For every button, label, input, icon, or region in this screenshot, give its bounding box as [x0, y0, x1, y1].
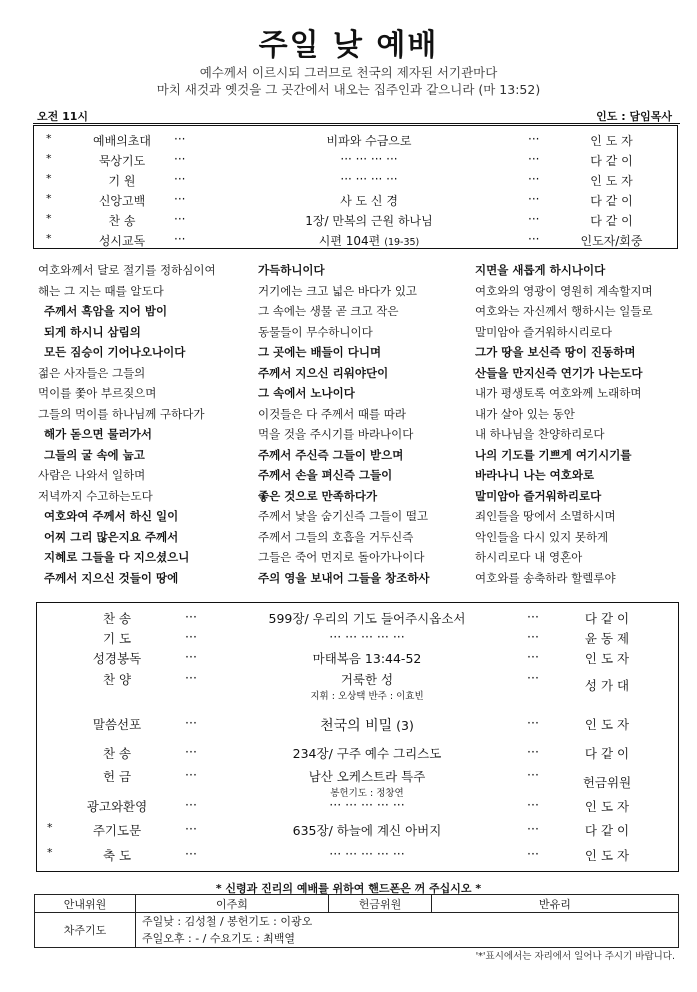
leader-dots: ···: [528, 232, 540, 246]
reading-line: 내가 살아 있는 동안: [475, 406, 575, 421]
item-text: 비파와 수금으로: [326, 134, 412, 148]
leader-dots: ···: [174, 212, 186, 226]
leader-dots: ···: [527, 649, 539, 664]
item-content: [207, 821, 527, 839]
next-week-prayer-label: 차주기도: [35, 913, 136, 948]
standing-mark: *: [46, 192, 52, 205]
item-name: 찬 송: [108, 214, 136, 228]
item-text: ··· ··· ··· ··· ···: [329, 846, 405, 861]
reading-line: 이것들은 다 주께서 때를 따라: [258, 406, 406, 421]
item-leader: 성 가 대: [584, 678, 630, 693]
item-name: 성경봉독: [92, 651, 142, 666]
item-leader: 인 도 자: [590, 134, 633, 148]
item-leader: 인 도 자: [584, 717, 630, 732]
staff-table: [34, 894, 679, 948]
reading-line: 지면을 새롭게 하시나이다: [475, 263, 606, 277]
leader-dots: ···: [527, 846, 539, 861]
item-text: 635장/ 하늘에 계신 아버지: [292, 823, 442, 838]
leader-dots: ···: [528, 132, 540, 146]
reading-line: 모든 짐승이 기어나오나이다: [44, 345, 186, 359]
footer-note: '*'표시에서는 자리에서 일어나 주시기 바랍니다.: [475, 951, 675, 962]
item-text-main: 천국의 비밀: [320, 718, 393, 734]
reading-line: 말미암아 즐거워하시리로다: [475, 324, 612, 339]
order-of-worship-part1: [33, 125, 678, 249]
responsive-reading: [0, 262, 697, 592]
reading-line: 하시리로다 내 영혼아: [475, 550, 583, 564]
item-text: ··· ··· ··· ···: [340, 152, 398, 166]
item-content: [184, 212, 554, 229]
item-text: ··· ··· ··· ··· ···: [329, 797, 405, 812]
reading-line: 지혜로 그들을 다 지으셨으니: [44, 550, 190, 564]
item-content: [184, 172, 554, 186]
reading-line: 사람은 나와서 일하며: [38, 468, 146, 482]
item-leader: 인 도 자: [584, 848, 630, 863]
item-text-suffix: (3): [396, 718, 414, 733]
item-leader: 인 도 자: [584, 651, 630, 666]
item-name: 광고와환영: [86, 799, 148, 814]
item-name: 찬 송: [102, 611, 132, 626]
reading-line: 주의 영을 보내어 그들을 창조하사: [258, 570, 430, 585]
item-leader: 다 같 이: [590, 194, 633, 208]
verse-line-1: 예수께서 이르시되 그러므로 천국의 제자된 서기관마다: [199, 65, 498, 80]
service-leader: 인도 : 담임목사: [596, 110, 672, 123]
reading-line: 되게 하시니 삼림의: [44, 324, 141, 339]
reading-line: 동물들이 무수하니이다: [258, 324, 373, 339]
reading-line: 주께서 지으신 리워야단이: [258, 365, 389, 380]
item-text: 남산 오케스트라 특주: [308, 769, 426, 784]
reading-line: 여호와여 주께서 하신 일이: [44, 509, 179, 523]
standing-mark: *: [46, 132, 52, 145]
reading-line: 내가 평생토록 여호와께 노래하며: [475, 386, 642, 400]
item-content: [184, 232, 554, 249]
item-content: [207, 670, 527, 702]
reading-line: 내 하나님을 찬양하리로다: [475, 427, 605, 441]
item-content: [207, 744, 527, 762]
item-text: 시편 104편: [318, 234, 381, 248]
reading-line: 좋은 것으로 만족하다가: [258, 488, 378, 503]
leader-dots: ···: [527, 797, 539, 812]
item-text: 마태복음 13:44-52: [312, 651, 422, 666]
leader-dots: ···: [527, 767, 539, 782]
item-text: ··· ··· ··· ··· ···: [329, 629, 405, 644]
reading-line: 그 곳에는 배들이 다니며: [258, 345, 382, 359]
leader-dots: ···: [185, 744, 197, 759]
reading-line: 주께서 흑암을 지어 밤이: [44, 304, 168, 318]
reading-line: 여호와를 송축하라 할렐루야: [475, 570, 616, 585]
reading-line: 여호와는 자신께서 행하시는 일들로: [475, 304, 653, 318]
item-text: 사 도 신 경: [340, 194, 398, 208]
item-leader: 인 도 자: [590, 174, 633, 188]
reading-line: 그 속에서 노나이다: [258, 386, 355, 400]
item-leader: 다 같 이: [584, 746, 630, 761]
next-week-line-2: 주일오후 : - / 수요기도 : 최백열: [142, 932, 295, 945]
item-leader: 헌금위원: [582, 775, 632, 790]
reading-line: 어찌 그리 많은지요 주께서: [44, 529, 179, 544]
item-name: 묵상기도: [98, 154, 146, 168]
reading-line: 그가 땅을 보신즉 땅이 진동하며: [475, 345, 636, 359]
item-content: [207, 649, 527, 667]
leader-dots: ···: [528, 152, 540, 166]
leader-dots: ···: [185, 767, 197, 782]
item-text: 599장/ 우리의 기도 들어주시옵소서: [268, 611, 466, 626]
item-name: 찬 양: [102, 672, 132, 687]
leader-dots: ···: [527, 744, 539, 759]
service-time: 오전 11시: [37, 110, 89, 123]
reading-line: 먹을 것을 주시기를 바라나이다: [258, 427, 414, 441]
reading-line: 해는 그 지는 때를 알도다: [38, 283, 164, 298]
reading-line: 나의 기도를 기쁘게 여기시기를: [475, 447, 632, 462]
reading-line: 먹이를 쫓아 부르짖으며: [38, 386, 157, 400]
item-name: 헌 금: [102, 769, 132, 784]
reading-line: 말미암아 즐거워하리로다: [475, 488, 602, 503]
leader-dots: ···: [185, 846, 197, 861]
item-name: 예배의초대: [93, 134, 151, 148]
item-leader: 다 같 이: [590, 154, 633, 168]
item-leader: 다 같 이: [590, 214, 633, 228]
offering-name: 반유리: [432, 895, 679, 913]
standing-mark: *: [46, 152, 52, 165]
item-content: [207, 846, 527, 861]
phone-notice: * 신령과 진리의 예배를 위하여 핸드폰은 꺼 주십시오 *: [215, 882, 482, 895]
leader-dots: ···: [528, 172, 540, 186]
item-content: [207, 767, 527, 799]
item-name: 말씀선포: [92, 717, 142, 732]
leader-dots: ···: [527, 609, 539, 624]
reading-line: 여호와의 영광이 영원히 계속할지며: [475, 283, 653, 298]
leader-dots: ···: [174, 132, 186, 146]
leader-dots: ···: [527, 715, 539, 730]
standing-mark: *: [47, 821, 53, 834]
reading-line: 그들의 굴 속에 눕고: [44, 447, 145, 462]
leader-dots: ···: [527, 821, 539, 836]
standing-mark: *: [47, 846, 53, 859]
item-text: 거룩한 성: [340, 672, 394, 687]
item-text: [207, 715, 527, 735]
reading-line: 주께서 낯을 숨기신즉 그들이 떨고: [258, 509, 429, 523]
order-of-worship-part2: [36, 602, 679, 872]
verse-line-2: 마치 새것과 옛것을 그 곳간에서 내오는 집주인과 같으니라 (마 13:52): [156, 82, 541, 97]
reading-line: 그 속에는 생물 곧 크고 작은: [258, 304, 399, 318]
item-leader: 인도자/회중: [580, 234, 643, 248]
item-subtext: (19-35): [384, 237, 420, 248]
item-content: [184, 132, 554, 149]
leader-dots: ···: [185, 649, 197, 664]
item-subtext: 봉헌기도 : 정창연: [330, 788, 404, 799]
item-name: 신앙고백: [98, 194, 146, 208]
item-text: 234장/ 구주 예수 그리스도: [292, 746, 442, 761]
item-content: [184, 192, 554, 209]
page-title: 주일 낮 예배: [258, 28, 439, 63]
item-name: 축 도: [102, 848, 132, 863]
reading-line: 주께서 손을 펴신즉 그들이: [258, 468, 393, 482]
standing-mark: *: [46, 232, 52, 245]
guide-label: 안내위원: [35, 895, 136, 913]
reading-line: 그들의 먹이를 하나님께 구하다가: [38, 406, 205, 421]
reading-line: 거기에는 크고 넓은 바다가 있고: [258, 283, 418, 298]
item-name: 기 도: [102, 631, 132, 646]
offering-label: 헌금위원: [329, 895, 432, 913]
leader-dots: ···: [174, 192, 186, 206]
leader-dots: ···: [185, 715, 197, 730]
item-content: [207, 797, 527, 812]
leader-dots: ···: [528, 192, 540, 206]
item-name: 성시교독: [98, 234, 146, 248]
reading-line: 가득하니이다: [258, 263, 325, 277]
leader-dots: ···: [527, 629, 539, 644]
standing-mark: *: [46, 212, 52, 225]
leader-dots: ···: [174, 232, 186, 246]
leader-dots: ···: [185, 821, 197, 836]
item-leader: 인 도 자: [584, 799, 630, 814]
item-leader: 다 같 이: [584, 823, 630, 838]
leader-dots: ···: [185, 670, 197, 685]
reading-line: 저녁까지 수고하는도다: [38, 488, 153, 503]
reading-line: 바라나니 나는 여호와로: [475, 468, 595, 482]
reading-line: 젊은 사자들은 그들의: [38, 365, 146, 380]
item-subtext: 지휘 : 오상택 반주 : 이효빈: [310, 691, 424, 702]
item-name: 기 원: [108, 174, 136, 188]
reading-line: 산들을 만지신즉 연기가 나는도다: [475, 365, 643, 380]
leader-dots: ···: [185, 609, 197, 624]
reading-line: 죄인들을 땅에서 소멸하시며: [475, 509, 616, 523]
item-name: 찬 송: [102, 746, 132, 761]
item-name: 주기도문: [92, 823, 142, 838]
leader-dots: ···: [528, 212, 540, 226]
item-leader: 윤 동 제: [584, 631, 630, 646]
reading-line: 악인들을 다시 있지 못하게: [475, 529, 609, 544]
leader-dots: ···: [174, 152, 186, 166]
leader-dots: ···: [185, 629, 197, 644]
guide-name: 이주희: [136, 895, 329, 913]
item-text: ··· ··· ··· ···: [340, 172, 398, 186]
item-text: 1장/ 만복의 근원 하나님: [305, 214, 433, 228]
item-leader: 다 같 이: [584, 611, 630, 626]
reading-line: 여호와께서 달로 절기를 정하심이여: [38, 263, 216, 277]
leader-dots: ···: [527, 670, 539, 685]
reading-line: 주께서 주신즉 그들이 받으며: [258, 447, 404, 462]
reading-line: 해가 돋으면 물러가서: [44, 427, 152, 441]
standing-mark: *: [46, 172, 52, 185]
next-week-line-1: 주일낮 : 김성철 / 봉헌기도 : 이광오: [142, 915, 313, 928]
item-content: [207, 715, 527, 735]
reading-line: 그들은 죽어 먼지로 돌아가나이다: [258, 550, 425, 564]
item-content: [207, 629, 527, 644]
reading-line: 주께서 지으신 것들이 땅에: [44, 570, 179, 585]
leader-dots: ···: [174, 172, 186, 186]
item-content: [184, 152, 554, 166]
item-content: [207, 609, 527, 627]
reading-line: 주께서 그들의 호흡을 거두신즉: [258, 529, 414, 544]
header-rule: [33, 123, 680, 124]
leader-dots: ···: [185, 797, 197, 812]
